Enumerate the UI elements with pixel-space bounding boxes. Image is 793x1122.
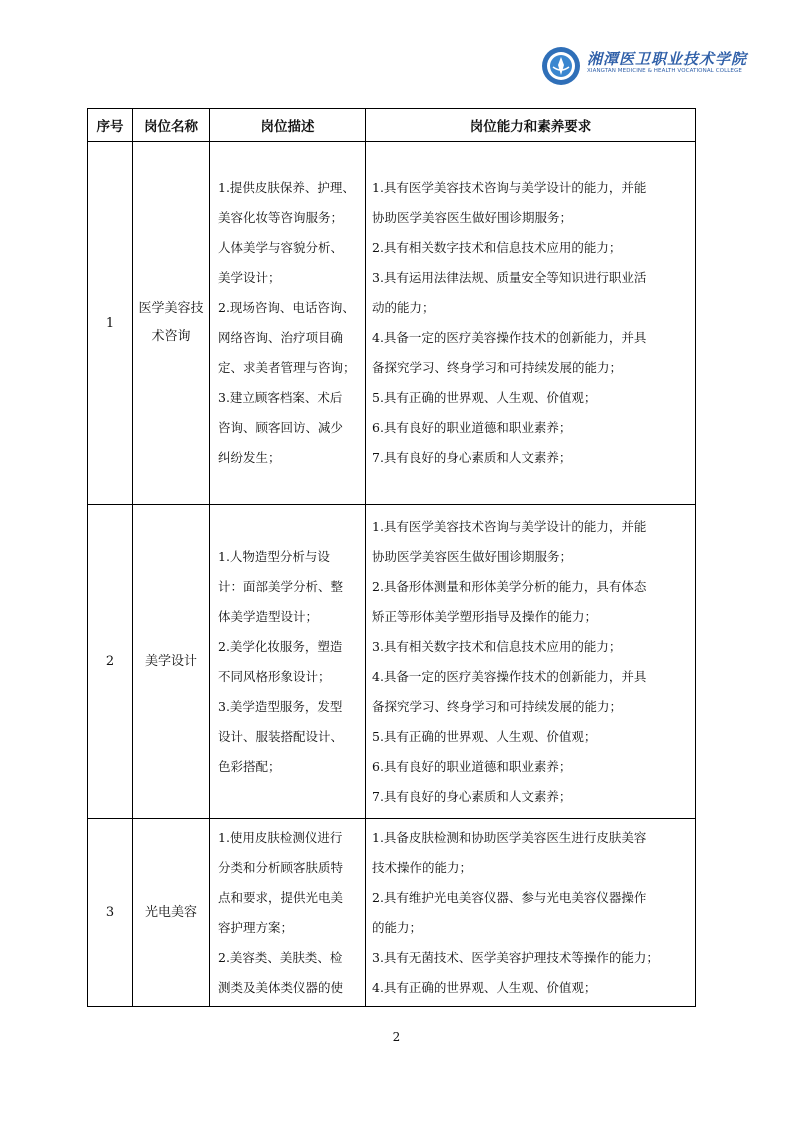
- req-line: 协助医学美容医生做好围诊期服务；: [372, 210, 573, 225]
- req-line: 1.具备皮肤检测和协助医学美容医生进行皮肤美容: [372, 829, 647, 845]
- desc-line: 3.美学造型服务，发型: [218, 698, 343, 714]
- desc-line: 定、求美者管理与咨询；: [218, 360, 356, 375]
- desc-line: 1.人物造型分析与设: [218, 548, 330, 564]
- req-line: 7.具有良好的身心素质和人文素养；: [372, 788, 572, 804]
- req-line: 的能力；: [372, 919, 423, 935]
- req-line: 6.具有良好的职业道德和职业素养；: [372, 420, 572, 435]
- position-description: [210, 505, 366, 819]
- desc-line: 3.建立顾客档案、术后: [218, 390, 343, 405]
- req-line: 技术操作的能力；: [372, 859, 473, 875]
- desc-line: 设计、服装搭配设计、: [218, 728, 344, 744]
- desc-line: 不同风格形象设计；: [218, 668, 331, 684]
- req-line: 矫正等形体美学塑形指导及操作的能力；: [372, 608, 598, 624]
- desc-line: 测类及美体类仪器的使: [218, 979, 344, 995]
- position-description: [210, 819, 366, 1007]
- req-line: 备探究学习、终身学习和可持续发展的能力；: [372, 698, 623, 714]
- logo-english-name: XIANGTAN MEDICINE & HEALTH VOCATIONAL COLLEGE: [587, 68, 742, 74]
- table-row: [88, 819, 696, 1007]
- job-requirements-table: [87, 108, 696, 1007]
- req-line: 3.具有相关数字技术和信息技术应用的能力；: [372, 638, 622, 654]
- position-name: 美学设计: [133, 505, 210, 819]
- desc-line: 网络咨询、治疗项目确: [218, 330, 344, 345]
- page-number: 2: [392, 1030, 401, 1044]
- desc-line: 色彩搭配；: [218, 758, 281, 774]
- req-line: 4.具有正确的世界观、人生观、价值观；: [372, 979, 597, 995]
- req-line: 协助医学美容医生做好围诊期服务；: [372, 548, 573, 564]
- position-name: 医学美容技术咨询: [133, 142, 210, 505]
- ability-requirements: [366, 819, 696, 1007]
- desc-line: 分类和分析顾客肤质特: [218, 859, 344, 875]
- table-header-row: [88, 109, 696, 142]
- req-line: 3.具有运用法律法规、质量安全等知识进行职业活: [372, 270, 647, 285]
- desc-line: 1.提供皮肤保养、护理、: [218, 180, 355, 195]
- desc-line: 计：面部美学分析、整: [218, 578, 344, 594]
- header-seq: 序号: [88, 109, 133, 142]
- ability-requirements: [366, 505, 696, 819]
- header-ability-requirements: 岗位能力和素养要求: [366, 109, 696, 142]
- req-line: 动的能力；: [372, 300, 435, 315]
- desc-line: 体美学造型设计；: [218, 608, 319, 624]
- position-name: 光电美容: [133, 819, 210, 1007]
- college-logo: [541, 46, 748, 86]
- desc-line: 纠纷发生；: [218, 450, 281, 465]
- position-description: [210, 142, 366, 505]
- req-line: 5.具有正确的世界观、人生观、价值观；: [372, 390, 597, 405]
- req-line: 5.具有正确的世界观、人生观、价值观；: [372, 728, 597, 744]
- header-position-name: 岗位名称: [133, 109, 210, 142]
- req-line: 2.具有相关数字技术和信息技术应用的能力；: [372, 240, 622, 255]
- req-line: 4.具备一定的医疗美容操作技术的创新能力，并具: [372, 668, 647, 684]
- desc-line: 人体美学与容貌分析、: [218, 240, 344, 255]
- desc-line: 美学设计；: [218, 270, 281, 285]
- desc-line: 点和要求，提供光电美: [218, 889, 344, 905]
- desc-line: 咨询、顾客回访、减少: [218, 420, 344, 435]
- row-number: 2: [88, 505, 133, 819]
- req-line: 备探究学习、终身学习和可持续发展的能力；: [372, 360, 623, 375]
- table-row: [88, 142, 696, 505]
- req-line: 1.具有医学美容技术咨询与美学设计的能力，并能: [372, 180, 647, 195]
- desc-line: 2.美容类、美肤类、检: [218, 949, 343, 965]
- req-line: 4.具备一定的医疗美容操作技术的创新能力，并具: [372, 330, 647, 345]
- header-position-desc: 岗位描述: [210, 109, 366, 142]
- logo-chinese-name: 湘潭医卫职业技术学院: [587, 50, 748, 68]
- req-line: 3.具有无菌技术、医学美容护理技术等操作的能力；: [372, 949, 659, 965]
- table-row: [88, 505, 696, 819]
- desc-line: 2.现场咨询、电话咨询、: [218, 300, 355, 315]
- desc-line: 容护理方案；: [218, 919, 294, 935]
- req-line: 6.具有良好的职业道德和职业素养；: [372, 758, 572, 774]
- desc-line: 美容化妆等咨询服务；: [218, 210, 344, 225]
- req-line: 7.具有良好的身心素质和人文素养；: [372, 450, 572, 465]
- college-emblem-icon: [541, 46, 581, 86]
- req-line: 2.具有维护光电美容仪器、参与光电美容仪器操作: [372, 889, 647, 905]
- row-number: 3: [88, 819, 133, 1007]
- req-line: 1.具有医学美容技术咨询与美学设计的能力，并能: [372, 518, 647, 534]
- ability-requirements: [366, 142, 696, 505]
- row-number: 1: [88, 142, 133, 505]
- desc-line: 2.美学化妆服务，塑造: [218, 638, 343, 654]
- req-line: 2.具备形体测量和形体美学分析的能力，具有体态: [372, 578, 647, 594]
- desc-line: 1.使用皮肤检测仪进行: [218, 829, 343, 845]
